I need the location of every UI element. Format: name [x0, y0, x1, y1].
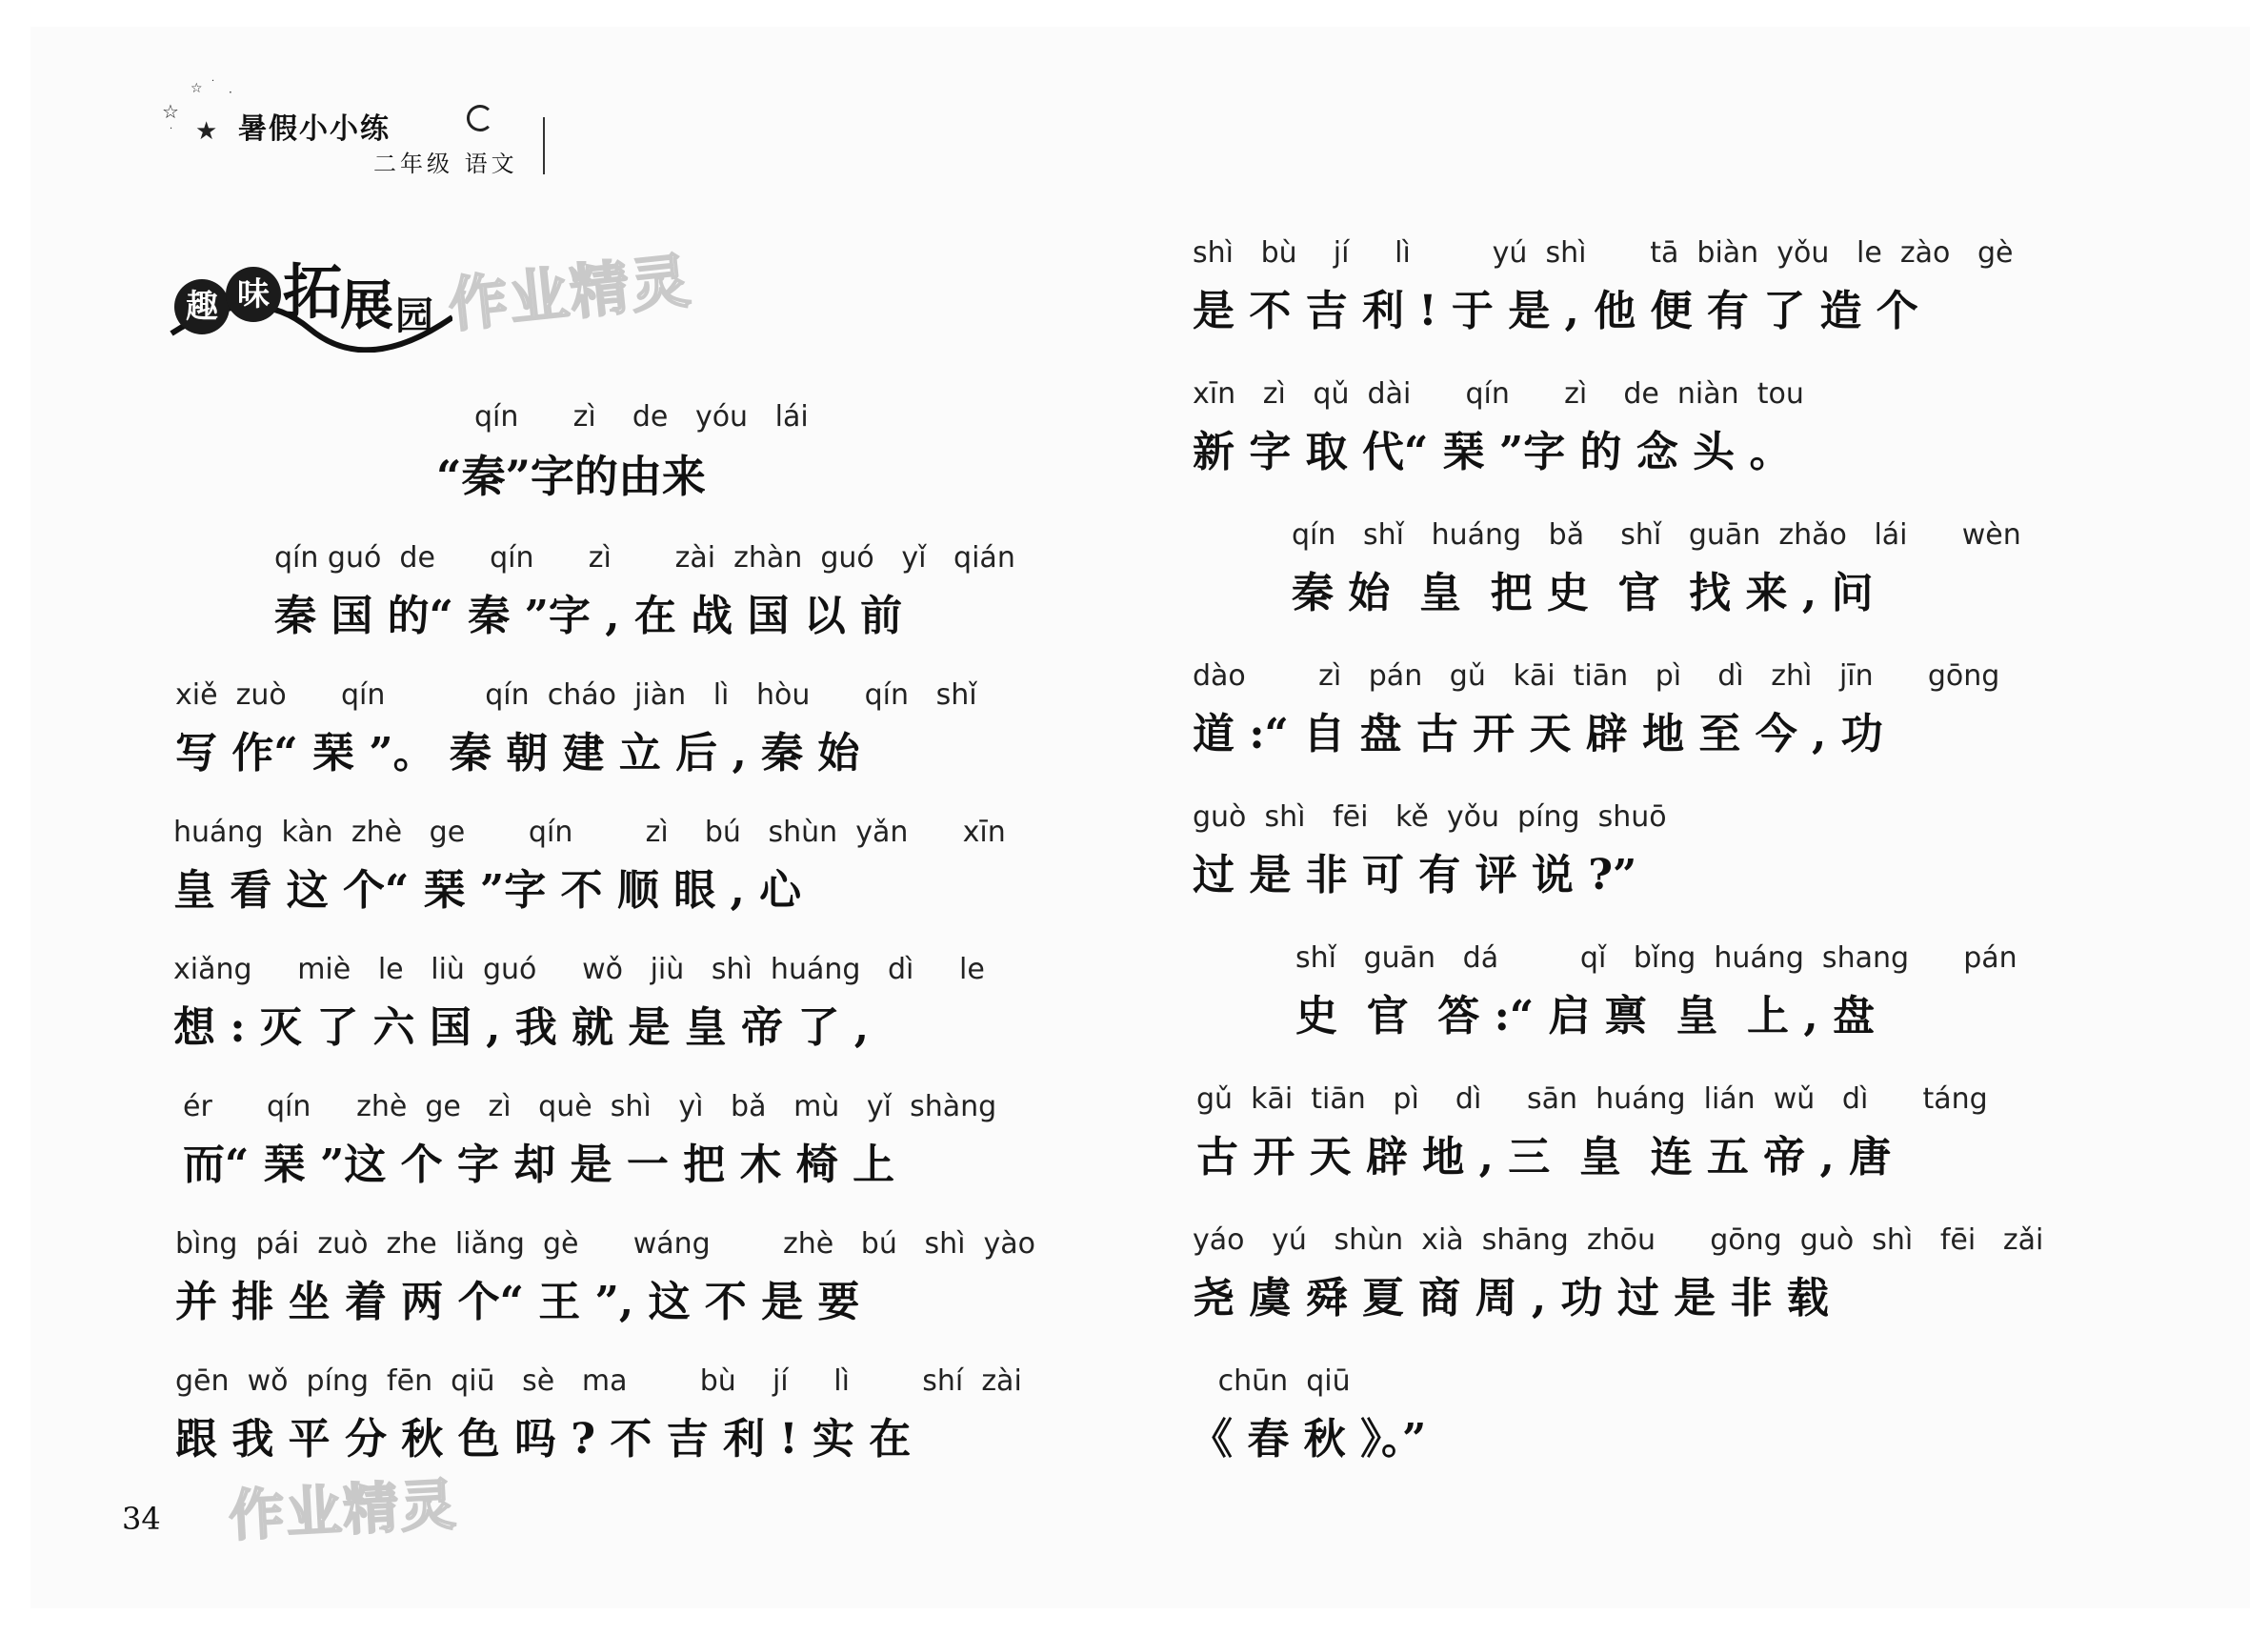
section-badge: [167, 243, 452, 353]
title-hanzi: “秦”字的由来: [436, 451, 706, 502]
watermark-footer: 作业精灵: [227, 1471, 459, 1549]
right-line-1-pinyin: shì bù jí lì yú shì tā biàn yǒu le zào gè: [1193, 236, 2014, 270]
left-line-4-pinyin: xiǎng miè le liù guó wǒ jiù shì huáng dì le: [173, 953, 985, 986]
left-line-3-hanzi: 皇 看 这 个“ 琹 ”字 不 顺 眼 , 心: [173, 866, 802, 915]
left-line-3-pinyin: huáng kàn zhè ge qín zì bú shùn yǎn xīn: [173, 816, 1006, 849]
right-line-9-pinyin: chūn qiū: [1191, 1364, 1351, 1398]
title-pinyin: qín zì de yóu lái: [474, 400, 809, 434]
right-line-7-pinyin: gǔ kāi tiān pì dì sān huáng lián wǔ dì táng: [1196, 1082, 1988, 1116]
left-line-1-hanzi: 秦 国 的“ 秦 ”字 , 在 战 国 以 前: [274, 592, 903, 640]
right-line-2-hanzi: 新 字 取 代“ 琹 ”字 的 念 头 。: [1193, 428, 1792, 476]
right-line-2-pinyin: xīn zì qǔ dài qín zì de niàn tou: [1193, 377, 1804, 411]
left-line-1-pinyin: qín guó de qín zì zài zhàn guó yǐ qián: [274, 541, 1015, 575]
left-line-7-hanzi: 跟 我 平 分 秋 色 吗 ? 不 吉 利 ! 实 在: [175, 1415, 912, 1464]
header-title: 暑假小小练: [238, 112, 391, 146]
left-line-7-pinyin: gēn wǒ píng fēn qiū sè ma bù jí lì shí zài: [175, 1364, 1022, 1398]
right-line-4-pinyin: dào zì pán gǔ kāi tiān pì dì zhì jīn gōng: [1193, 659, 2000, 693]
left-line-5-hanzi: 而“ 琹 ”这 个 字 却 是 一 把 木 椅 上: [183, 1141, 895, 1189]
header-subtitle: 二年级 语文: [373, 151, 518, 177]
right-line-8-pinyin: yáo yú shùn xià shāng zhōu gōng guò shì fēi zǎi: [1193, 1223, 2044, 1257]
badge-char-5: 园: [395, 293, 433, 338]
header-divider: [543, 117, 545, 174]
right-line-3-pinyin: qín shǐ huáng bǎ shǐ guān zhǎo lái wèn: [1292, 518, 2021, 552]
badge-char-1: 趣: [174, 279, 230, 334]
right-line-6-hanzi: 史 官 答 :“ 启 禀 皇 上 , 盘: [1295, 992, 1876, 1040]
right-line-5-pinyin: guò shì fēi kě yǒu píng shuō: [1193, 800, 1667, 834]
left-line-4-hanzi: 想 : 灭 了 六 国 , 我 就 是 皇 帝 了 ,: [173, 1003, 870, 1052]
right-line-6-pinyin: shǐ guān dá qǐ bǐng huáng shang pán: [1295, 941, 2017, 975]
badge-char-2: 味: [226, 267, 281, 322]
left-line-6-hanzi: 并 排 坐 着 两 个“ 王 ”, 这 不 是 要: [175, 1278, 860, 1326]
left-line-5-pinyin: ér qín zhè ge zì què shì yì bǎ mù yǐ shàng: [183, 1090, 997, 1123]
watermark: 作业精灵: [445, 245, 695, 341]
right-line-8-hanzi: 尧 虞 舜 夏 商 周 , 功 过 是 非 载: [1193, 1274, 1829, 1323]
page-number: 34: [122, 1501, 161, 1537]
right-line-5-hanzi: 过 是 非 可 有 评 说 ?”: [1193, 851, 1637, 899]
right-line-1-hanzi: 是 不 吉 利 ! 于 是 , 他 便 有 了 造 个: [1193, 287, 1918, 335]
moon-icon: [467, 105, 493, 131]
badge-char-3: 拓: [283, 257, 343, 327]
left-line-6-pinyin: bìng pái zuò zhe liǎng gè wáng zhè bú shì yào: [175, 1227, 1036, 1261]
right-line-7-hanzi: 古 开 天 辟 地 , 三 皇 连 五 帝 , 唐: [1196, 1133, 1892, 1182]
right-line-9-hanzi: 《 春 秋 》。”: [1191, 1415, 1427, 1464]
page-header: ☆ ☆ · · ★ · 暑假小小练 二年级 语文: [162, 81, 562, 186]
left-line-2-pinyin: xiě zuò qín qín cháo jiàn lì hòu qín shǐ: [175, 678, 977, 712]
badge-char-4: 展: [340, 274, 393, 337]
right-line-4-hanzi: 道 :“ 自 盘 古 开 天 辟 地 至 今 , 功: [1193, 710, 1883, 758]
right-line-3-hanzi: 秦 始 皇 把 史 官 找 来 , 问: [1292, 569, 1874, 617]
left-line-2-hanzi: 写 作“ 琹 ”。 秦 朝 建 立 后 , 秦 始: [175, 729, 860, 778]
